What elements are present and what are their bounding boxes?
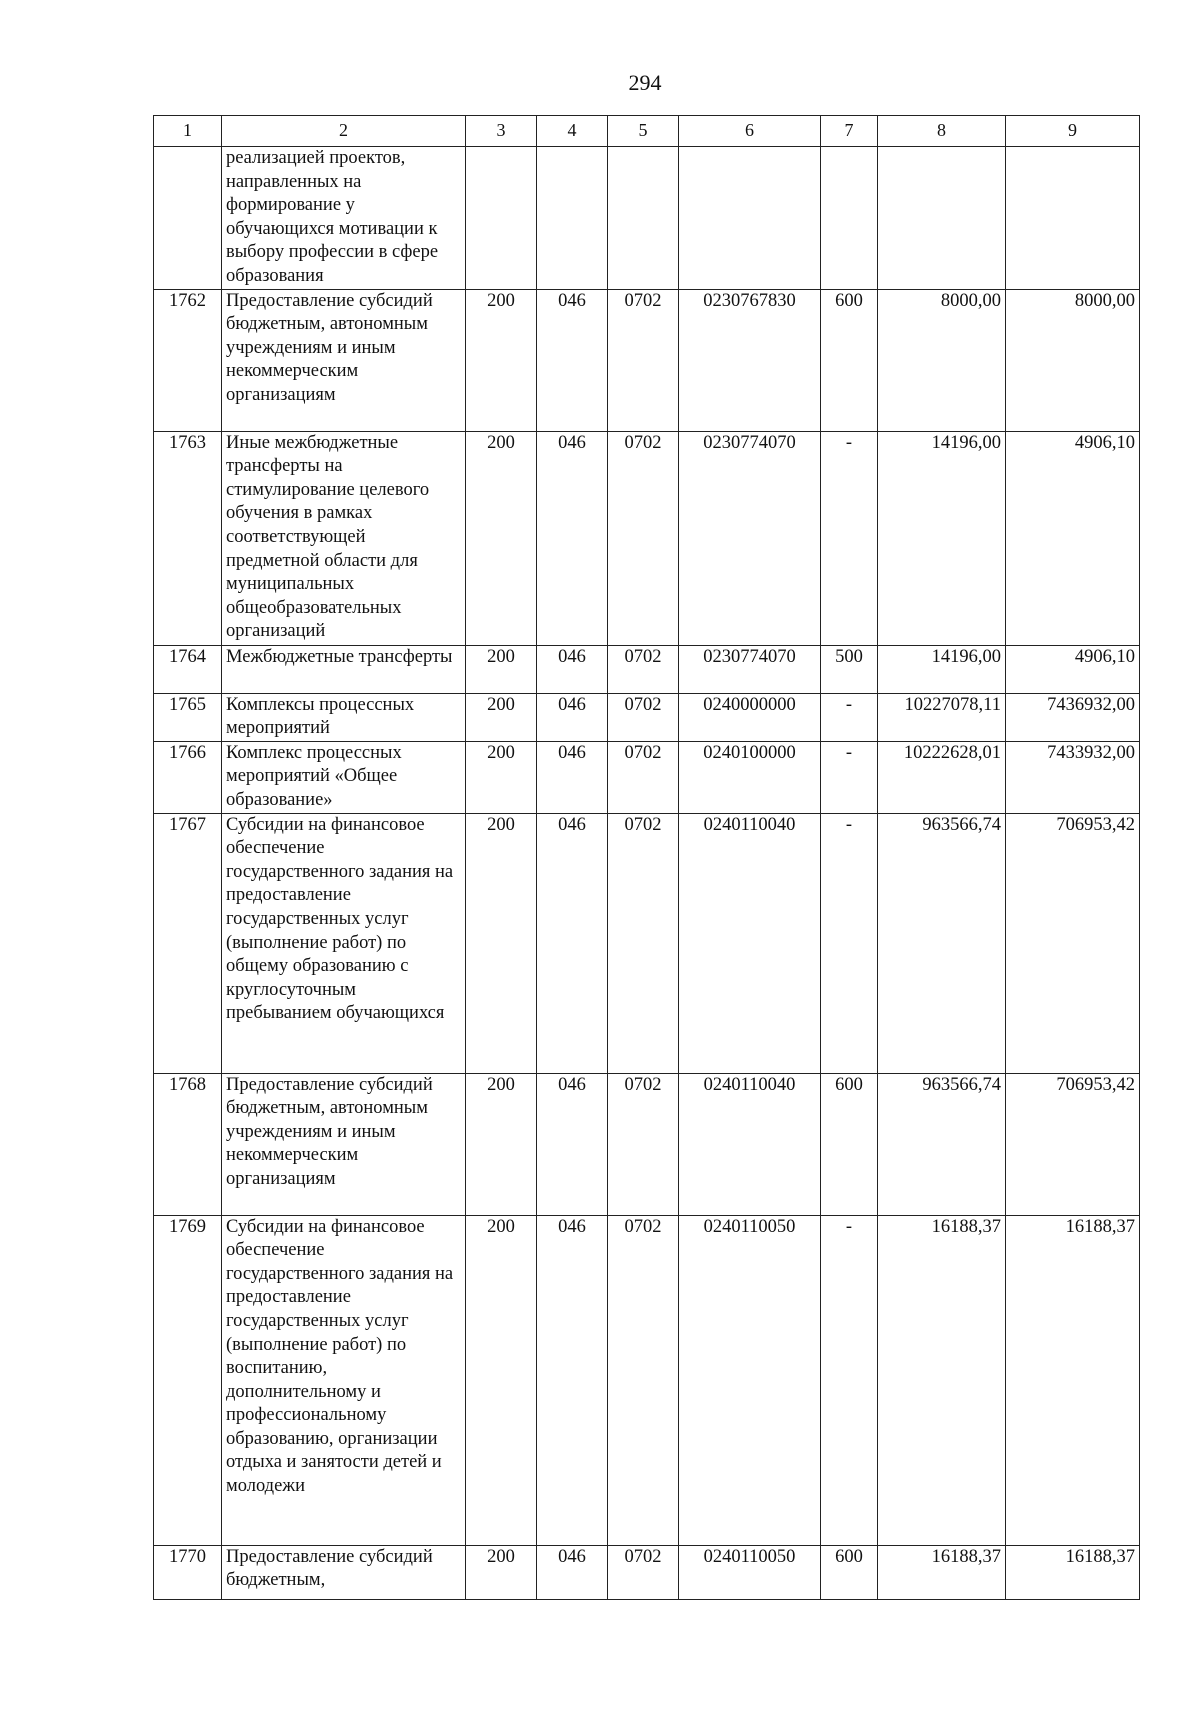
- row-col-4: 046: [537, 1073, 608, 1215]
- row-col-6: 0230774070: [679, 645, 821, 693]
- table-header: [154, 116, 1140, 147]
- row-name: Предоставление субсидий бюджетным, автономным учреждениям и иным некоммерческим организациям: [222, 289, 466, 431]
- header-col-3: 3: [466, 116, 537, 147]
- row-col-3: 200: [466, 645, 537, 693]
- row-col-8: 16188,37: [878, 1545, 1006, 1599]
- budget-table: [153, 115, 1140, 1600]
- row-number: 1763: [154, 431, 222, 645]
- row-col-8: 963566,74: [878, 1073, 1006, 1215]
- row-col-6: 0240110040: [679, 1073, 821, 1215]
- row-col-5: 0702: [608, 1073, 679, 1215]
- row-number: [154, 147, 222, 290]
- row-col-7: -: [821, 813, 878, 1073]
- table-row: [154, 645, 1140, 693]
- row-col-7: -: [821, 693, 878, 741]
- table-row: [154, 741, 1140, 813]
- table-row: [154, 147, 1140, 290]
- row-col-9: 8000,00: [1006, 289, 1140, 431]
- row-col-8: 10227078,11: [878, 693, 1006, 741]
- header-col-4: 4: [537, 116, 608, 147]
- row-col-3: 200: [466, 1215, 537, 1545]
- header-row: [154, 116, 1140, 147]
- header-col-8: 8: [878, 116, 1006, 147]
- row-name: Иные межбюджетные трансферты на стимулирование целевого обучения в рамках соответствующей предметной области для муниципальных общеобразовательных организаций: [222, 431, 466, 645]
- row-number: 1764: [154, 645, 222, 693]
- row-col-9: 4906,10: [1006, 645, 1140, 693]
- row-col-4: 046: [537, 289, 608, 431]
- table-row: [154, 813, 1140, 1073]
- row-col-6: 0230767830: [679, 289, 821, 431]
- row-col-6: 0240110050: [679, 1215, 821, 1545]
- table-row: [154, 1073, 1140, 1215]
- row-col-5: 0702: [608, 693, 679, 741]
- header-col-7: 7: [821, 116, 878, 147]
- row-col-7: -: [821, 1215, 878, 1545]
- row-col-9: 16188,37: [1006, 1545, 1140, 1599]
- row-col-4: 046: [537, 1215, 608, 1545]
- row-col-7: -: [821, 431, 878, 645]
- row-col-5: [608, 147, 679, 290]
- row-col-9: 4906,10: [1006, 431, 1140, 645]
- row-name: реализацией проектов, направленных на формирование у обучающихся мотивации к выбору профессии в сфере образования: [222, 147, 466, 290]
- row-col-4: 046: [537, 1545, 608, 1599]
- row-name: Предоставление субсидий бюджетным, автономным учреждениям и иным некоммерческим организациям: [222, 1073, 466, 1215]
- table-row: [154, 693, 1140, 741]
- table-body: [154, 147, 1140, 1600]
- table-row: [154, 1215, 1140, 1545]
- row-col-3: 200: [466, 813, 537, 1073]
- row-col-8: 14196,00: [878, 431, 1006, 645]
- row-col-7: 600: [821, 1073, 878, 1215]
- row-col-6: 0240110040: [679, 813, 821, 1073]
- row-col-4: 046: [537, 693, 608, 741]
- row-col-5: 0702: [608, 813, 679, 1073]
- row-col-9: 7436932,00: [1006, 693, 1140, 741]
- row-col-3: 200: [466, 431, 537, 645]
- header-col-1: 1: [154, 116, 222, 147]
- row-name: Предоставление субсидий бюджетным,: [222, 1545, 466, 1599]
- table-row: [154, 1545, 1140, 1599]
- row-col-3: 200: [466, 741, 537, 813]
- row-name: Субсидии на финансовое обеспечение государственного задания на предоставление государственных услуг (выполнение работ) по воспитанию, дополнительному и профессиональному образованию, организации отдыха и занятости детей и молодежи: [222, 1215, 466, 1545]
- table-row: [154, 289, 1140, 431]
- row-number: 1765: [154, 693, 222, 741]
- row-col-8: 8000,00: [878, 289, 1006, 431]
- row-col-9: 706953,42: [1006, 813, 1140, 1073]
- row-col-5: 0702: [608, 1215, 679, 1545]
- row-col-8: [878, 147, 1006, 290]
- row-col-3: 200: [466, 1545, 537, 1599]
- row-col-4: 046: [537, 741, 608, 813]
- row-col-5: 0702: [608, 741, 679, 813]
- row-col-3: 200: [466, 1073, 537, 1215]
- row-number: 1769: [154, 1215, 222, 1545]
- row-col-3: 200: [466, 289, 537, 431]
- row-col-5: 0702: [608, 1545, 679, 1599]
- row-col-3: [466, 147, 537, 290]
- row-col-6: [679, 147, 821, 290]
- row-name: Комплекс процессных мероприятий «Общее образование»: [222, 741, 466, 813]
- row-name: Комплексы процессных мероприятий: [222, 693, 466, 741]
- row-col-8: 16188,37: [878, 1215, 1006, 1545]
- row-col-8: 14196,00: [878, 645, 1006, 693]
- row-number: 1767: [154, 813, 222, 1073]
- row-col-9: [1006, 147, 1140, 290]
- table-row: [154, 431, 1140, 645]
- row-col-6: 0240110050: [679, 1545, 821, 1599]
- row-col-4: 046: [537, 645, 608, 693]
- row-col-5: 0702: [608, 289, 679, 431]
- row-col-4: [537, 147, 608, 290]
- row-col-9: 7433932,00: [1006, 741, 1140, 813]
- row-col-4: 046: [537, 431, 608, 645]
- row-col-7: [821, 147, 878, 290]
- row-name: Межбюджетные трансферты: [222, 645, 466, 693]
- row-col-7: 600: [821, 1545, 878, 1599]
- row-col-7: 500: [821, 645, 878, 693]
- row-col-9: 16188,37: [1006, 1215, 1140, 1545]
- row-col-6: 0230774070: [679, 431, 821, 645]
- row-col-5: 0702: [608, 645, 679, 693]
- row-col-9: 706953,42: [1006, 1073, 1140, 1215]
- row-col-8: 963566,74: [878, 813, 1006, 1073]
- row-col-5: 0702: [608, 431, 679, 645]
- row-number: 1762: [154, 289, 222, 431]
- row-col-4: 046: [537, 813, 608, 1073]
- row-col-8: 10222628,01: [878, 741, 1006, 813]
- row-col-6: 0240000000: [679, 693, 821, 741]
- header-col-2: 2: [222, 116, 466, 147]
- row-name: Субсидии на финансовое обеспечение государственного задания на предоставление государственных услуг (выполнение работ) по общему образованию с круглосуточным пребыванием обучающихся: [222, 813, 466, 1073]
- row-number: 1768: [154, 1073, 222, 1215]
- row-col-3: 200: [466, 693, 537, 741]
- row-number: 1766: [154, 741, 222, 813]
- page-number: 294: [628, 70, 662, 95]
- header-col-6: 6: [679, 116, 821, 147]
- row-number: 1770: [154, 1545, 222, 1599]
- row-col-7: -: [821, 741, 878, 813]
- row-col-6: 0240100000: [679, 741, 821, 813]
- header-col-5: 5: [608, 116, 679, 147]
- header-col-9: 9: [1006, 116, 1140, 147]
- row-col-7: 600: [821, 289, 878, 431]
